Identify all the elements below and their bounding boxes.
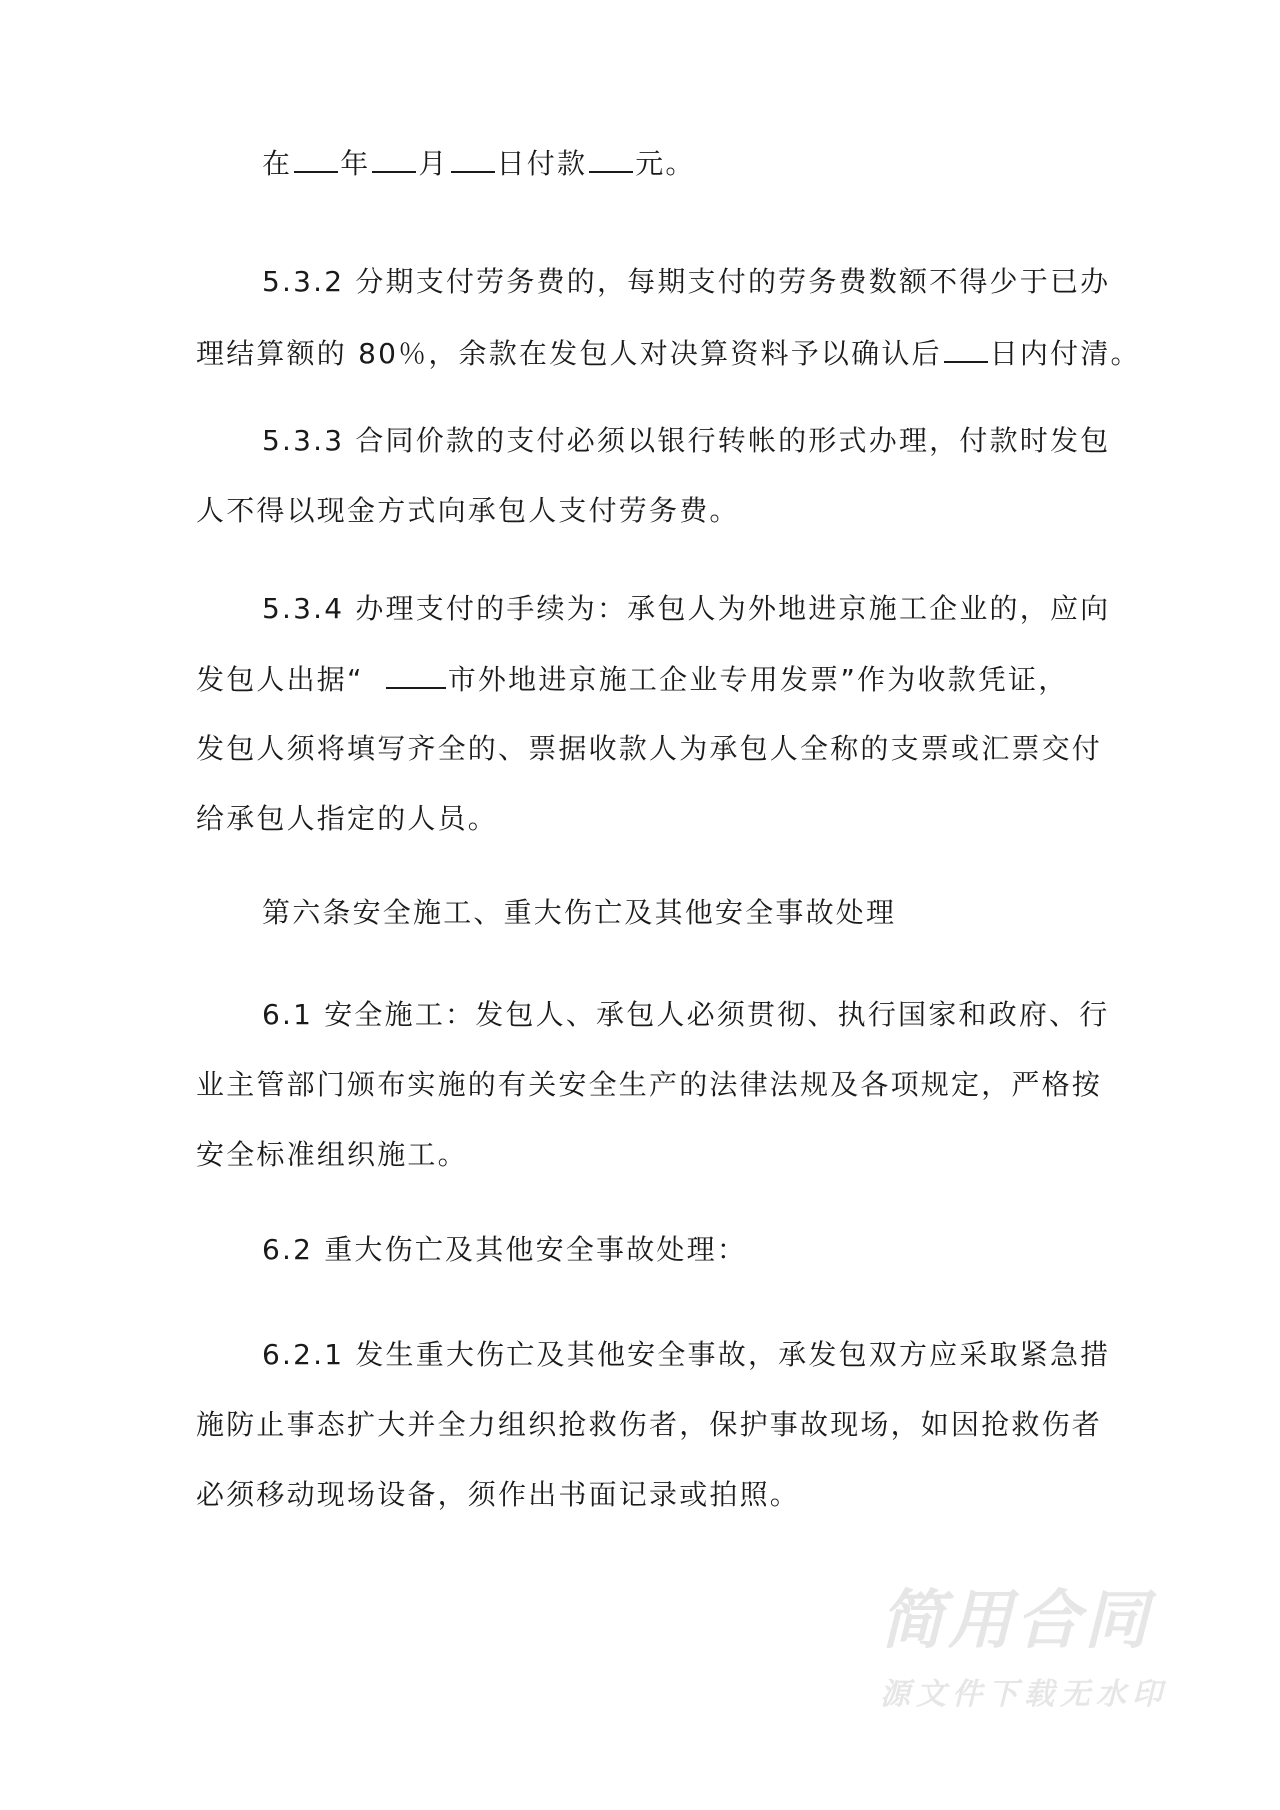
clause-5-3-4-line-2 [196, 659, 1086, 700]
blank-day [451, 143, 495, 173]
text: 年 [340, 147, 371, 180]
text: 市外地进京施工企业专用发票”作为收款凭证， [447, 663, 1069, 696]
payment-date-line [262, 143, 1152, 184]
blank-amount [589, 143, 633, 173]
text: 日付款 [496, 147, 588, 180]
clause-5-3-3-line-2: 人不得以现金方式向承包人支付劳务费。 [196, 494, 740, 527]
watermark-subtitle: 源文件下载无水印 [880, 1677, 1168, 1712]
clause-5-3-2-line-2 [196, 333, 1141, 374]
clause-6-1-line-3: 安全标准组织施工。 [196, 1138, 468, 1171]
clause-6-2-1-line-1: 6.2.1 发生重大伤亡及其他安全事故，承发包双方应采取紧急措 [262, 1338, 1111, 1371]
text: 月 [418, 147, 449, 180]
clause-5-3-4-line-4: 给承包人指定的人员。 [196, 802, 499, 835]
clause-6-1-line-1: 6.1 安全施工：发包人、承包人必须贯彻、执行国家和政府、行 [262, 998, 1110, 1031]
watermark-title: 简用合同 [880, 1584, 1152, 1658]
blank-month [372, 143, 416, 173]
clause-5-3-4-line-3: 发包人须将填写齐全的、票据收款人为承包人全称的支票或汇票交付 [196, 732, 1103, 765]
text: 元。 [635, 147, 696, 180]
clause-6-2-heading: 6.2 重大伤亡及其他安全事故处理： [262, 1233, 748, 1266]
clause-5-3-2-line-1: 5.3.2 分期支付劳务费的，每期支付的劳务费数额不得少于已办 [262, 265, 1111, 298]
clause-5-3-3-line-1: 5.3.3 合同价款的支付必须以银行转帐的形式办理，付款时发包 [262, 424, 1111, 457]
watermark [880, 1585, 1220, 1715]
blank-city [386, 659, 446, 689]
article-6-heading: 第六条安全施工、重大伤亡及其他安全事故处理 [262, 896, 897, 929]
blank-days [944, 333, 988, 363]
clause-6-2-1-line-2: 施防止事态扩大并全力组织抢救伤者，保护事故现场，如因抢救伤者 [196, 1408, 1103, 1441]
text: 理结算额的 80％，余款在发包人对决算资料予以确认后 [196, 337, 942, 370]
blank-year [294, 143, 338, 173]
clause-5-3-4-line-1: 5.3.4 办理支付的手续为：承包人为外地进京施工企业的，应向 [262, 592, 1111, 625]
text: 发包人出据“ [196, 663, 364, 696]
clause-6-2-1-line-3: 必须移动现场设备，须作出书面记录或拍照。 [196, 1478, 801, 1511]
text: 日内付清。 [989, 337, 1141, 370]
clause-6-1-line-2: 业主管部门颁布实施的有关安全生产的法律法规及各项规定，严格按 [196, 1068, 1103, 1101]
text: 在 [262, 147, 293, 180]
